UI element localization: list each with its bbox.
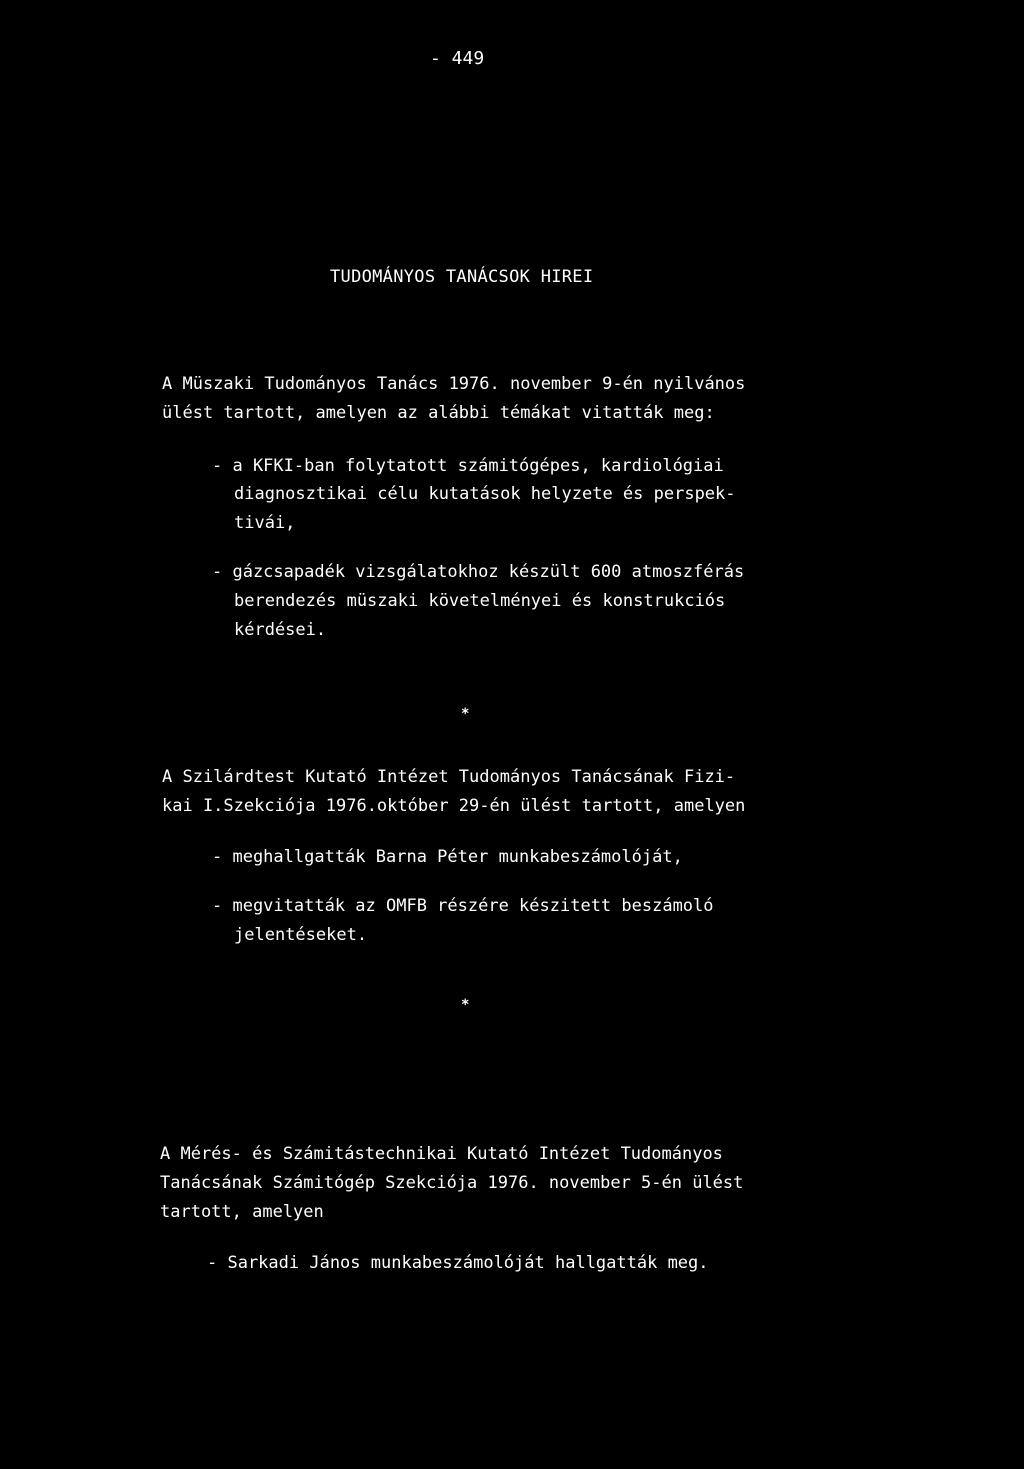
- section-2-item-2-line-2: jelentéseket.: [234, 925, 368, 945]
- section-1-intro-line-2: ülést tartott, amelyen az alábbi témákat vitatták meg:: [162, 403, 715, 423]
- section-separator-2: *: [461, 997, 470, 1013]
- section-1-item-2-line-2: berendezés müszaki követelményei és konstrukciós: [234, 591, 726, 611]
- section-1-intro-line-1: A Müszaki Tudományos Tanács 1976. november 9-én nyilvános: [162, 374, 746, 394]
- section-2-intro-line-1: A Szilárdtest Kutató Intézet Tudományos Tanácsának Fizi-: [162, 767, 736, 787]
- section-3-item-1-line-1: - Sarkadi János munkabeszámolóját hallgatták meg.: [207, 1253, 709, 1273]
- section-3-intro-line-1: A Mérés- és Számitástechnikai Kutató Intézet Tudományos: [160, 1144, 723, 1164]
- section-2-intro-line-2: kai I.Szekciója 1976.október 29-én ülést tartott, amelyen: [162, 796, 746, 816]
- section-3-intro-line-2: Tanácsának Számitógép Szekciója 1976. november 5-én ülést: [160, 1173, 744, 1193]
- section-separator-1: *: [461, 706, 470, 722]
- page-title: TUDOMÁNYOS TANÁCSOK HIREI: [330, 267, 594, 287]
- section-1-item-1-line-2: diagnosztikai célu kutatások helyzete és perspek-: [234, 484, 736, 504]
- section-1-item-2-line-3: kérdései.: [234, 620, 327, 640]
- section-1-item-1-line-3: tivái,: [234, 513, 296, 533]
- section-3-intro-line-3: tartott, amelyen: [160, 1202, 324, 1222]
- section-2-item-1-line-1: - meghallgatták Barna Péter munkabeszámolóját,: [212, 847, 683, 867]
- section-1-item-1-line-1: - a KFKI-ban folytatott számitógépes, kardiológiai: [212, 456, 724, 476]
- page-number: - 449: [430, 48, 485, 69]
- section-1-item-2-line-1: - gázcsapadék vizsgálatokhoz készült 600 atmoszférás: [212, 562, 745, 582]
- section-2-item-2-line-1: - megvitatták az OMFB részére készitett beszámoló: [212, 896, 714, 916]
